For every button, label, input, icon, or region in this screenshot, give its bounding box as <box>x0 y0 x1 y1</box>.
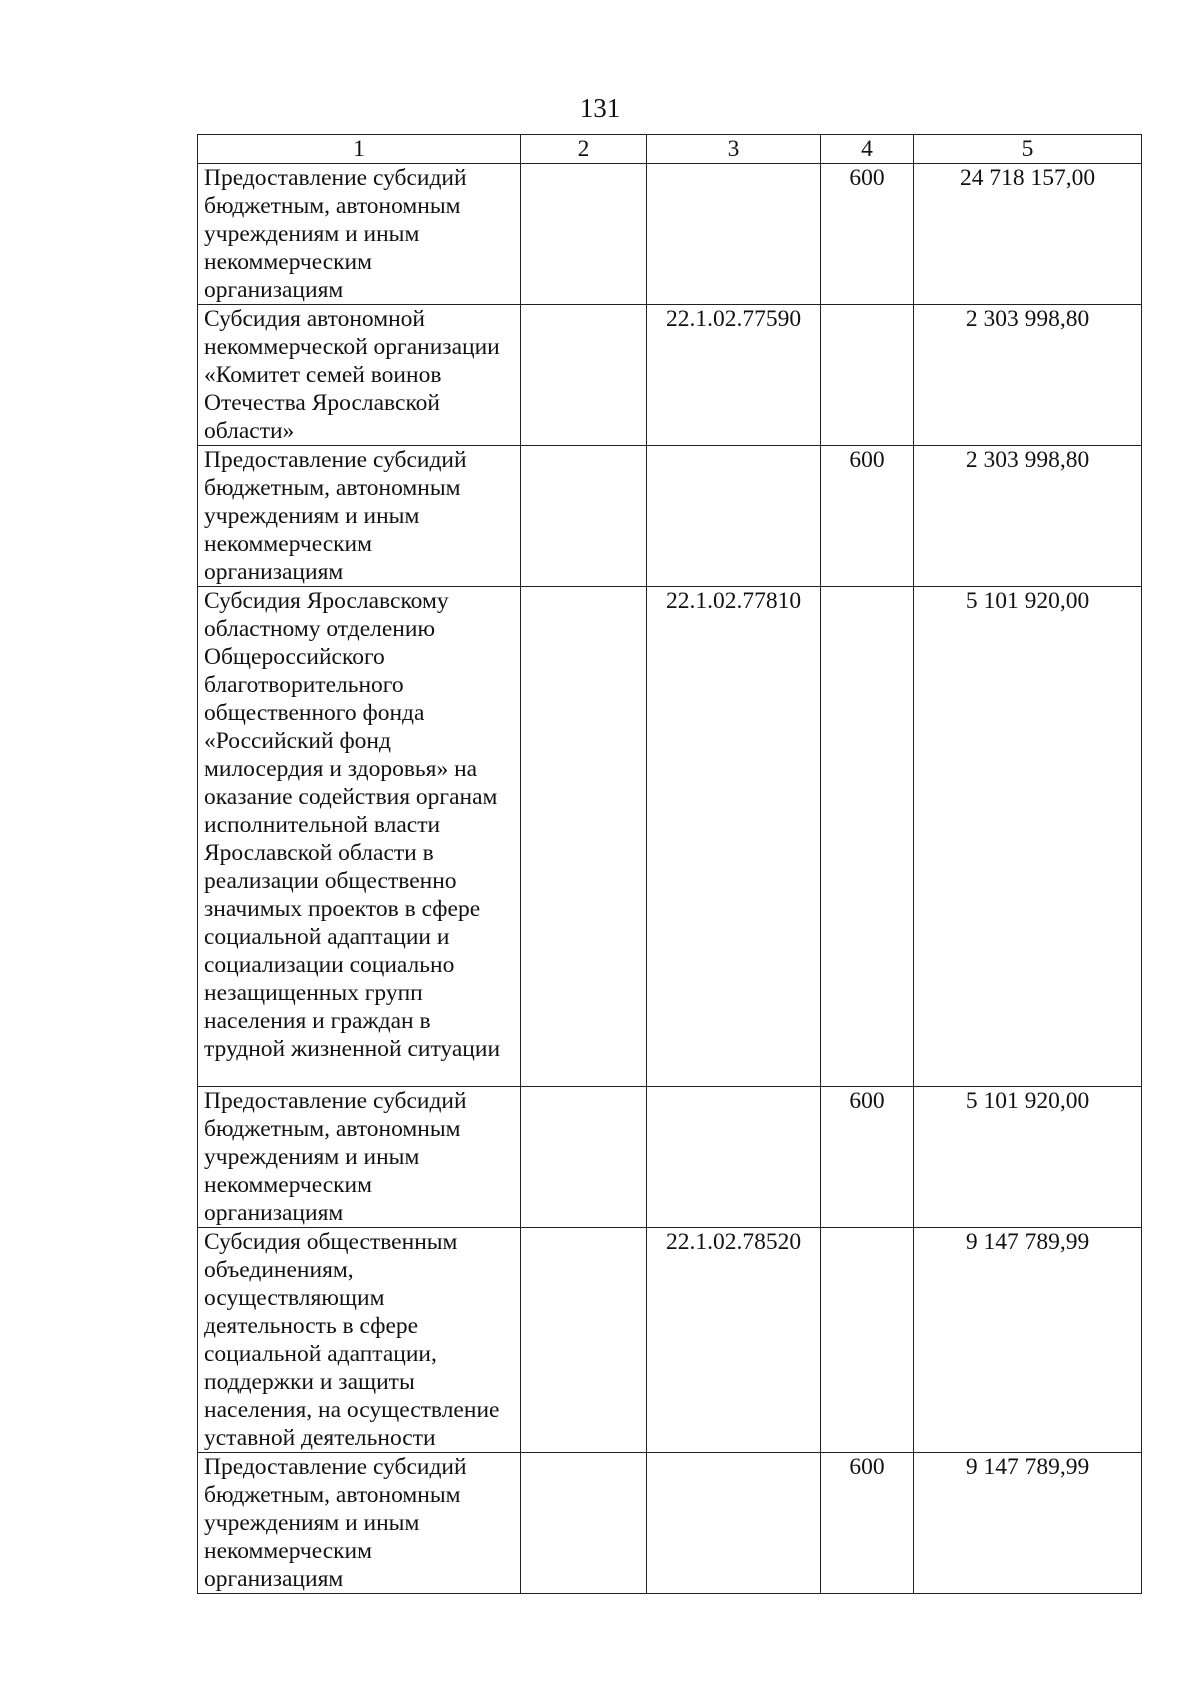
row-code: 22.1.02.78520 <box>647 1228 821 1453</box>
row-section <box>521 164 647 305</box>
table-header-row <box>198 135 1142 164</box>
row-expense-type <box>821 305 914 446</box>
table-row <box>198 446 1142 587</box>
row-amount: 2 303 998,80 <box>914 446 1142 587</box>
budget-table <box>197 134 1142 1594</box>
row-amount: 9 147 789,99 <box>914 1453 1142 1594</box>
row-section <box>521 305 647 446</box>
row-amount: 5 101 920,00 <box>914 1087 1142 1228</box>
row-section <box>521 1087 647 1228</box>
row-name: Субсидия автономной некоммерческой организации «Комитет семей воинов Отечества Ярославской области» <box>198 305 521 446</box>
row-code <box>647 446 821 587</box>
header-cell-2: 2 <box>521 135 647 164</box>
table-row <box>198 1087 1142 1228</box>
row-amount: 24 718 157,00 <box>914 164 1142 305</box>
row-name: Субсидия общественным объединениям, осуществляющим деятельность в сфере социальной адаптации, поддержки и защиты населения, на осуществление уставной деятельности <box>198 1228 521 1453</box>
row-name: Предоставление субсидий бюджетным, автономным учреждениям и иным некоммерческим организациям <box>198 1087 521 1228</box>
row-expense-type: 600 <box>821 1453 914 1594</box>
row-amount: 2 303 998,80 <box>914 305 1142 446</box>
row-code <box>647 1453 821 1594</box>
row-name: Субсидия Ярославскому областному отделению Общероссийского благотворительного общественного фонда «Российский фонд милосердия и здоровья» на оказание содействия органам исполнительной власти Ярославской области в реализации общественно значимых проектов в сфере социальной адаптации и социализации социально незащищенных групп населения и граждан в трудной жизненной ситуации <box>198 587 521 1087</box>
row-section <box>521 446 647 587</box>
row-expense-type <box>821 587 914 1087</box>
table-row <box>198 587 1142 1087</box>
row-section <box>521 1453 647 1594</box>
row-expense-type <box>821 1228 914 1453</box>
row-expense-type: 600 <box>821 164 914 305</box>
row-code: 22.1.02.77810 <box>647 587 821 1087</box>
header-cell-5: 5 <box>914 135 1142 164</box>
row-name: Предоставление субсидий бюджетным, автономным учреждениям и иным некоммерческим организациям <box>198 1453 521 1594</box>
table-row <box>198 305 1142 446</box>
row-code <box>647 164 821 305</box>
header-cell-4: 4 <box>821 135 914 164</box>
table-row <box>198 1228 1142 1453</box>
row-name: Предоставление субсидий бюджетным, автономным учреждениям и иным некоммерческим организациям <box>198 164 521 305</box>
row-section <box>521 587 647 1087</box>
table-row <box>198 1453 1142 1594</box>
row-expense-type: 600 <box>821 446 914 587</box>
row-expense-type: 600 <box>821 1087 914 1228</box>
row-section <box>521 1228 647 1453</box>
row-amount: 5 101 920,00 <box>914 587 1142 1087</box>
row-name: Предоставление субсидий бюджетным, автономным учреждениям и иным некоммерческим организациям <box>198 446 521 587</box>
header-cell-3: 3 <box>647 135 821 164</box>
table-row <box>198 164 1142 305</box>
row-code <box>647 1087 821 1228</box>
row-code: 22.1.02.77590 <box>647 305 821 446</box>
page-number: 131 <box>579 93 621 123</box>
row-amount: 9 147 789,99 <box>914 1228 1142 1453</box>
header-cell-1: 1 <box>198 135 521 164</box>
